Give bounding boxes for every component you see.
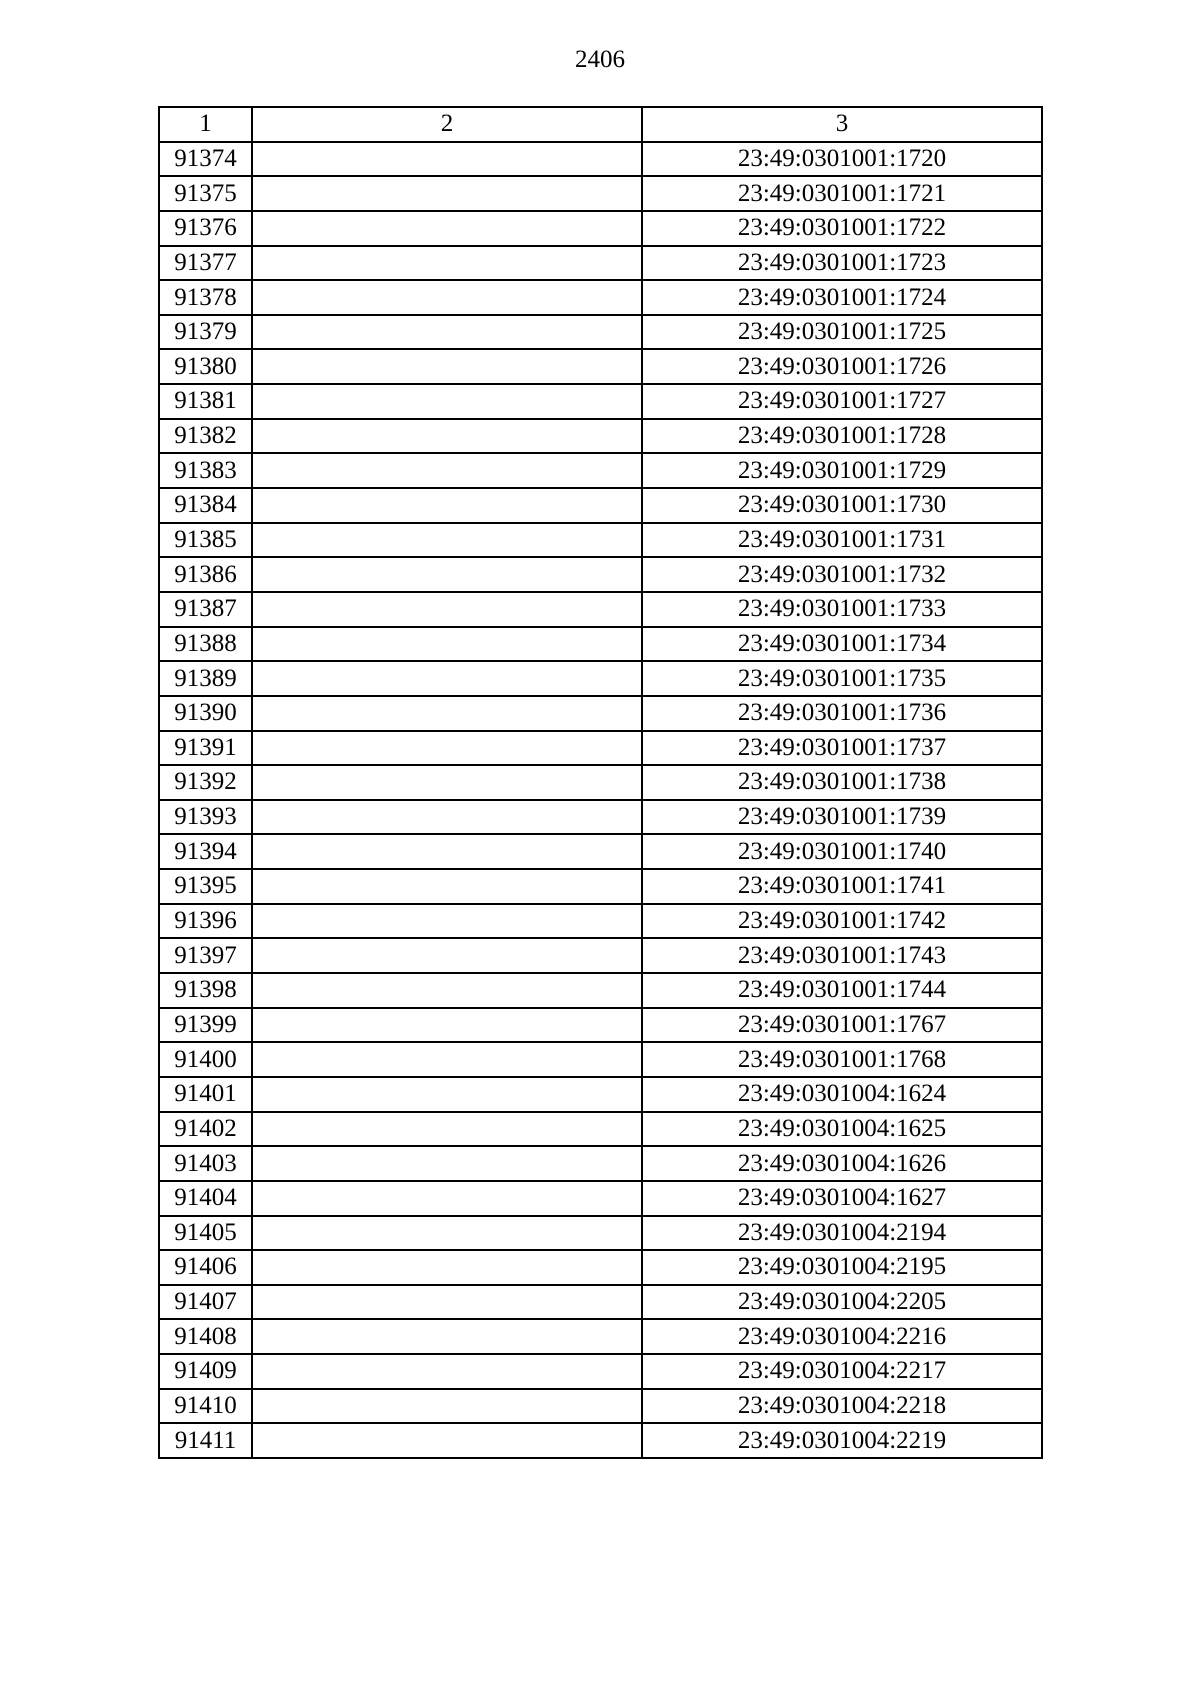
cell-column-2 [252,488,642,523]
cell-column-2 [252,315,642,350]
data-table [158,106,1043,1459]
table-row [159,834,1042,869]
cell-cadastral-number: 23:49:0301001:1736 [642,696,1042,731]
cell-cadastral-number: 23:49:0301001:1768 [642,1042,1042,1077]
cell-row-number: 91385 [159,523,252,558]
cell-row-number: 91395 [159,869,252,904]
cell-row-number: 91377 [159,246,252,281]
cell-row-number: 91397 [159,938,252,973]
cell-cadastral-number: 23:49:0301001:1720 [642,142,1042,177]
cell-cadastral-number: 23:49:0301004:2218 [642,1389,1042,1424]
cell-column-2 [252,938,642,973]
cell-cadastral-number: 23:49:0301004:2217 [642,1354,1042,1389]
cell-column-2 [252,523,642,558]
table-row [159,280,1042,315]
table-row [159,1077,1042,1112]
cell-column-2 [252,1389,642,1424]
table-row [159,176,1042,211]
cell-column-2 [252,211,642,246]
table-row [159,1146,1042,1181]
cell-cadastral-number: 23:49:0301004:1624 [642,1077,1042,1112]
column-header-3: 3 [642,107,1042,142]
cell-cadastral-number: 23:49:0301001:1740 [642,834,1042,869]
table-row [159,246,1042,281]
table-row [159,938,1042,973]
cell-column-2 [252,592,642,627]
cell-row-number: 91403 [159,1146,252,1181]
cell-row-number: 91410 [159,1389,252,1424]
cell-row-number: 91402 [159,1112,252,1147]
table-row [159,419,1042,454]
cell-cadastral-number: 23:49:0301001:1721 [642,176,1042,211]
cell-row-number: 91394 [159,834,252,869]
cell-row-number: 91389 [159,661,252,696]
cell-cadastral-number: 23:49:0301001:1727 [642,384,1042,419]
cell-cadastral-number: 23:49:0301001:1744 [642,973,1042,1008]
cell-column-2 [252,1354,642,1389]
table-row [159,661,1042,696]
table-row [159,1423,1042,1458]
cell-column-2 [252,800,642,835]
table-row [159,1319,1042,1354]
cell-column-2 [252,419,642,454]
table-row [159,488,1042,523]
table-row [159,869,1042,904]
cell-column-2 [252,557,642,592]
cell-cadastral-number: 23:49:0301001:1734 [642,627,1042,662]
cell-column-2 [252,904,642,939]
cell-cadastral-number: 23:49:0301001:1723 [642,246,1042,281]
cell-row-number: 91383 [159,453,252,488]
cell-column-2 [252,1250,642,1285]
table-row [159,523,1042,558]
cell-cadastral-number: 23:49:0301004:2195 [642,1250,1042,1285]
table-row [159,1112,1042,1147]
cell-row-number: 91391 [159,731,252,766]
cell-cadastral-number: 23:49:0301001:1742 [642,904,1042,939]
cell-column-2 [252,1319,642,1354]
cell-row-number: 91387 [159,592,252,627]
cell-row-number: 91386 [159,557,252,592]
table-row [159,1389,1042,1424]
cell-column-2 [252,142,642,177]
cell-cadastral-number: 23:49:0301001:1729 [642,453,1042,488]
table-body [159,142,1042,1458]
cell-row-number: 91404 [159,1181,252,1216]
cell-row-number: 91380 [159,349,252,384]
cell-row-number: 91376 [159,211,252,246]
cell-row-number: 91405 [159,1216,252,1251]
table-row [159,453,1042,488]
table-row [159,315,1042,350]
cell-column-2 [252,1181,642,1216]
cell-column-2 [252,1146,642,1181]
cell-column-2 [252,1285,642,1320]
cell-cadastral-number: 23:49:0301001:1728 [642,419,1042,454]
cell-row-number: 91407 [159,1285,252,1320]
table-row [159,142,1042,177]
table-row [159,557,1042,592]
cell-row-number: 91399 [159,1008,252,1043]
cell-column-2 [252,1216,642,1251]
table-row [159,1042,1042,1077]
cell-cadastral-number: 23:49:0301001:1722 [642,211,1042,246]
cell-column-2 [252,1077,642,1112]
cell-column-2 [252,661,642,696]
table-row [159,349,1042,384]
cell-cadastral-number: 23:49:0301001:1739 [642,800,1042,835]
cell-column-2 [252,1423,642,1458]
cell-row-number: 91409 [159,1354,252,1389]
table-row [159,384,1042,419]
cell-cadastral-number: 23:49:0301001:1725 [642,315,1042,350]
cell-row-number: 91400 [159,1042,252,1077]
cell-column-2 [252,280,642,315]
table-row [159,973,1042,1008]
table-row [159,1285,1042,1320]
cell-cadastral-number: 23:49:0301004:2205 [642,1285,1042,1320]
cell-column-2 [252,176,642,211]
table-row [159,1181,1042,1216]
cell-cadastral-number: 23:49:0301004:1625 [642,1112,1042,1147]
cell-cadastral-number: 23:49:0301001:1731 [642,523,1042,558]
cell-column-2 [252,731,642,766]
cell-row-number: 91401 [159,1077,252,1112]
column-header-1: 1 [159,107,252,142]
table-row [159,731,1042,766]
table-row [159,627,1042,662]
table-row [159,696,1042,731]
cell-cadastral-number: 23:49:0301001:1735 [642,661,1042,696]
cell-row-number: 91398 [159,973,252,1008]
cell-cadastral-number: 23:49:0301004:2216 [642,1319,1042,1354]
header-row [159,107,1042,142]
cell-cadastral-number: 23:49:0301001:1741 [642,869,1042,904]
cell-row-number: 91374 [159,142,252,177]
table-row [159,1250,1042,1285]
table-row [159,211,1042,246]
cell-column-2 [252,869,642,904]
cell-cadastral-number: 23:49:0301001:1743 [642,938,1042,973]
cell-row-number: 91390 [159,696,252,731]
cell-row-number: 91393 [159,800,252,835]
cell-cadastral-number: 23:49:0301004:2219 [642,1423,1042,1458]
cell-column-2 [252,453,642,488]
cell-column-2 [252,1008,642,1043]
cell-row-number: 91388 [159,627,252,662]
cell-column-2 [252,696,642,731]
table-row [159,1354,1042,1389]
cell-row-number: 91378 [159,280,252,315]
cell-column-2 [252,627,642,662]
table-row [159,1216,1042,1251]
cell-cadastral-number: 23:49:0301001:1724 [642,280,1042,315]
cell-cadastral-number: 23:49:0301001:1730 [642,488,1042,523]
cell-cadastral-number: 23:49:0301001:1726 [642,349,1042,384]
cell-column-2 [252,349,642,384]
cell-column-2 [252,384,642,419]
table-header [159,107,1042,142]
table-row [159,1008,1042,1043]
cell-cadastral-number: 23:49:0301004:1626 [642,1146,1042,1181]
cell-row-number: 91406 [159,1250,252,1285]
cell-row-number: 91375 [159,176,252,211]
cell-cadastral-number: 23:49:0301001:1738 [642,765,1042,800]
cell-cadastral-number: 23:49:0301001:1737 [642,731,1042,766]
cell-cadastral-number: 23:49:0301001:1767 [642,1008,1042,1043]
cell-cadastral-number: 23:49:0301001:1733 [642,592,1042,627]
cell-cadastral-number: 23:49:0301004:2194 [642,1216,1042,1251]
table-row [159,765,1042,800]
cell-cadastral-number: 23:49:0301001:1732 [642,557,1042,592]
cell-cadastral-number: 23:49:0301004:1627 [642,1181,1042,1216]
cell-column-2 [252,1042,642,1077]
cell-column-2 [252,1112,642,1147]
cell-row-number: 91384 [159,488,252,523]
table-row [159,904,1042,939]
cell-row-number: 91408 [159,1319,252,1354]
cell-row-number: 91411 [159,1423,252,1458]
cell-column-2 [252,765,642,800]
cell-row-number: 91392 [159,765,252,800]
cell-column-2 [252,246,642,281]
cell-column-2 [252,834,642,869]
cell-row-number: 91381 [159,384,252,419]
cell-row-number: 91382 [159,419,252,454]
table-row [159,592,1042,627]
cell-row-number: 91396 [159,904,252,939]
cell-column-2 [252,973,642,1008]
column-header-2: 2 [252,107,642,142]
table-row [159,800,1042,835]
cell-row-number: 91379 [159,315,252,350]
page-number: 2406 [575,46,625,73]
